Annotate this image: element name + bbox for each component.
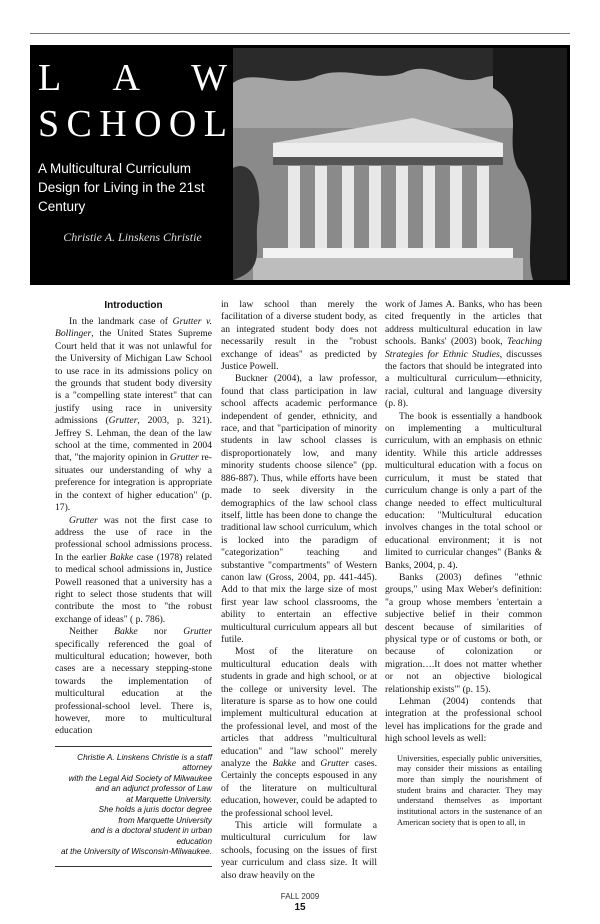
bio-line: and is a doctoral student in urban education (90, 826, 212, 846)
paragraph: in law school than merely the facilitation of a diverse student body, as an integrated student body does not necessarily result in the "robust exchange of ideas" as predicted by Justice Powell. (221, 299, 377, 373)
section-heading: Introduction (104, 300, 163, 311)
paragraph: Banks (2003) defines "ethnic groups," using Max Weber's definition: "a group whose members 'entertain a subjective belief in their common descent because of similarities of physical type or of customs or both, or because of colonization or migration….It does not matter whether or not an objective biological relationship exists'" (p. 15). (385, 571, 542, 695)
bio-line: She holds a juris doctor degree (98, 805, 212, 815)
issue-label: FALL 2009 (280, 892, 320, 902)
paragraph: work of James A. Banks, who has been cited frequently in the articles that address multicultural education in law schools. Banks' (2003) book, Teaching Strategies for Ethnic Studies, discusses the factors that should be integrated into a multicultural curriculum—ethnicity, racial, cultural and language diversity (p. 8). (385, 299, 542, 410)
bio-line: at the University of Wisconsin-Milwaukee. (61, 847, 212, 857)
author-byline: Christie A. Linskens Christie (63, 230, 202, 244)
paragraph: Most of the literature on multicultural education deals with students in grade and high school, or at the college or university level. The literature is sparse as to how one could implement multicultural education at the professional level, and most of the articles that address "multicultural education" and "law school" merely analyze the Bakke and Grutter cases. Certainly the concepts espoused in any of the literature on multicultural education, however, could be adapted to the professional school level. (221, 646, 377, 819)
title-letter: A (112, 57, 140, 99)
bio-line: Christie A. Linskens Christie is a staff attorney (77, 752, 212, 773)
top-rule (30, 33, 570, 34)
title-letter: L (203, 103, 227, 145)
title-letter: W (191, 57, 227, 99)
title-letter: H (99, 103, 127, 145)
article-body (30, 299, 570, 882)
title-letter: O (168, 103, 197, 145)
title-law (38, 55, 227, 101)
paragraph: Grutter was not the first case to address the use of race in the professional school admissions process. In the earlier Bakke case (1978) related to medical school admissions in, Justice Powell reasoned that a university has a right to select those students that will contribute the most to "the robust exchange of ideas" ( p. 786). (55, 514, 212, 625)
paragraph: This article will formulate a multicultural curriculum for law schools, focusing on the issues of first year curriculum and class size. It will also draw heavily on the (221, 820, 377, 881)
block-quote: Universities, especially public universities, may consider their missions as entailing more than simply the nourishment of student brains and character. They may understand themselves as important institutional actors in the sustenance of an American society that is open to all, in (397, 753, 542, 827)
bio-line: from Marquette University (118, 815, 212, 825)
paragraph: Lehman (2004) contends that integration at the professional school level has implications for the grade and high school levels as well: (385, 696, 542, 745)
title-letter: O (134, 103, 162, 145)
title-letter: C (66, 103, 92, 145)
author-bio (55, 746, 212, 867)
paragraph: The book is essentially a handbook on implementing a multicultural curriculum, with an emphasis on ethnic identity. While this article addresses multicultural education with a focus on curriculum, it must be stated that curriculum change is only a part of the change needed to effect multicultural education: "Multicultural education involves changes in the total school or educational environment; it is not limited to curricular changes" (Banks & Banks, 2004, p. 4). (385, 410, 542, 571)
title-letter: S (38, 103, 60, 145)
article-column-3 (385, 299, 542, 829)
title-panel (30, 45, 233, 285)
courthouse-photo (233, 48, 567, 280)
article-subtitle: A Multicultural Curriculum Design for Living in the 21st Century (38, 161, 205, 214)
article-column-1 (55, 299, 212, 867)
title-banner (30, 45, 570, 285)
paragraph: Buckner (2004), a law professor, found that class participation in law school affects academic performance independent of gender, ethnicity, and race, and that "participation of minority students in law school classes is disproportionately low, and many minority students choose silence" (pp. 886-887). Thus, while efforts have been made to seek diversity in the demographics of the law school class itself, little has been done to change the traditional law school curriculum, which is locked into the paradigm of "categorization" teaching and substantive "compartments" of Western canon law (Gross, 2004, pp. 441-445). Add to that mix the large size of most first year law school classrooms, the ability to entertain an effective multicultural curriculum appears all but futile. (221, 373, 377, 645)
bio-line: and an adjunct professor of Law (95, 784, 212, 794)
bio-line: at Marquette University. (126, 794, 212, 804)
title-school (38, 101, 227, 147)
page-number: 15 (294, 902, 306, 914)
bio-line: with the Legal Aid Society of Milwaukee (68, 773, 212, 783)
paragraph: Neither Bakke nor Grutter specifically referenced the goal of multicultural education; however, both cases are a necessary stepping-stone towards the implementation of multicultural education at the professional-school level. There is, however, more to multicultural education (55, 626, 212, 737)
paragraph: In the landmark case of Grutter v. Bollinger, the United States Supreme Court held that it was not unlawful for the University of Michigan Law School to use race in its admissions policy on the grounds that student body diversity is a "compelling state interest" that can justify using race in university admissions (Grutter, 2003, p. 321). Jeffrey S. Lehman, the dean of the law school at the time, commented in 2004 that, "the majority opinion in Grutter re-situates our understanding of why a preference for integration is appropriate in the context of higher education" (p. 17). (55, 316, 213, 514)
title-letter: L (38, 57, 62, 99)
article-column-2 (221, 299, 377, 882)
